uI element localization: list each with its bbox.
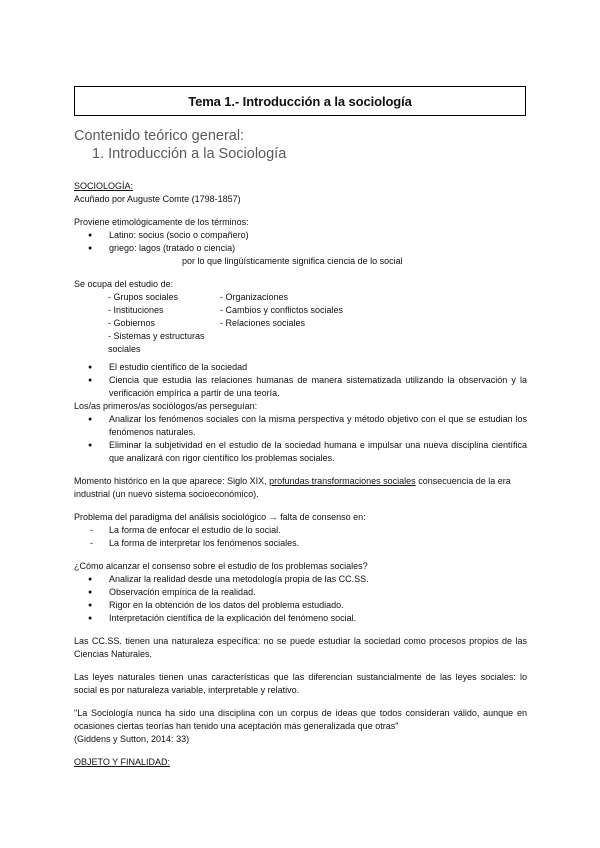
etimologia-intro: Proviene etimológicamente de los términos: <box>74 217 249 227</box>
leyes-paragraph: Las leyes naturales tienen unas características que las diferencian sustancialmente de las leyes sociales: lo social es por naturaleza variable, interpretable y relativo. <box>74 672 527 695</box>
sociologia-label: SOCIOLOGÍA: <box>74 181 134 191</box>
list-item: ● Eliminar la subjetividad en el estudio de la sociedad humana e impulsar una nueva disciplina científica que analizará con rigor científico los problemas sociales. <box>74 439 527 465</box>
estudio-item: - Organizaciones <box>220 292 289 302</box>
etimologia-list <box>74 229 527 255</box>
problema-list <box>74 524 527 550</box>
definicion-list <box>74 361 527 400</box>
list-item: ● El estudio científico de la sociedad <box>74 361 527 374</box>
list-item: ● Interpretación científica de la explicación del fenómeno social. <box>74 612 527 625</box>
estudio-item: - Sistemas y estructuras sociales <box>108 331 205 354</box>
momento-underlined: profundas transformaciones sociales <box>269 476 416 486</box>
estudio-item: - Grupos sociales <box>108 292 179 302</box>
problema-intro: Problema del paradigma del análisis sociológico → falta de consenso en: <box>74 512 366 522</box>
primeros-intro: Los/as primeros/as sociólogos/as perseguían: <box>74 401 258 411</box>
acunado-text: Acuñado por Auguste Comte (1798-1857) <box>74 194 241 204</box>
page-title: Tema 1.- Introducción a la sociología <box>74 86 526 116</box>
estudio-item: - Instituciones <box>108 305 164 315</box>
list-item: ● Analizar los fenómenos sociales con la misma perspectiva y método objetivo con el que se estudian los fenómenos naturales. <box>74 413 527 439</box>
estudio-item: - Relaciones sociales <box>220 318 306 328</box>
estudio-item: - Gobiernos <box>108 318 156 328</box>
list-item: - La forma de enfocar el estudio de lo social. <box>74 524 527 537</box>
list-item: - La forma de interpretar los fenómenos sociales. <box>74 537 527 550</box>
estudio-intro: Se ocupa del estudio de: <box>74 279 174 289</box>
document-body <box>74 180 527 769</box>
list-item: ● Observación empírica de la realidad. <box>74 586 527 599</box>
primeros-list <box>74 413 527 465</box>
consenso-intro: ¿Cómo alcanzar el consenso sobre el estudio de los problemas sociales? <box>74 561 368 571</box>
etimologia-note: por lo que lingüísticamente significa ciencia de lo social <box>182 256 403 266</box>
consenso-list <box>74 573 527 625</box>
list-item: ● Latino: socius (socio o compañero) <box>74 229 527 242</box>
list-item: ● griego: lagos (tratado o ciencia) <box>74 242 527 255</box>
cita-source: (Giddens y Sutton, 2014: 33) <box>74 734 190 744</box>
cita-quote: "La Sociología nunca ha sido una disciplina con un corpus de ideas que todos consideran válido, aunque en ocasiones ciertas teorías han tenido una aceptación más generalizada que otras" <box>74 708 527 731</box>
estudio-item: - Cambios y conflictos sociales <box>220 305 344 315</box>
list-item: ● Ciencia que estudia las relaciones humanas de manera sistematizada utilizando la observación y la verificación empírica a partir de una teoría. <box>74 374 527 400</box>
objeto-label: OBJETO Y FINALIDAD: <box>74 757 171 767</box>
estudio-columns <box>74 291 527 356</box>
list-item: ● Rigor en la obtención de los datos del problema estudiado. <box>74 599 527 612</box>
list-item: ● Analizar la realidad desde una metodología propia de las CC.SS. <box>74 573 527 586</box>
section-heading: Contenido teórico general: <box>74 128 245 144</box>
naturaleza-paragraph: Las CC.SS. tienen una naturaleza específica: no se puede estudiar la sociedad como procesos propios de las Ciencias Naturales. <box>74 636 527 659</box>
momento-historico: Momento histórico en la que aparece: Siglo XIX, profundas transformaciones sociales consecuencia de la era industrial (un nuevo sistema socioeconómico). <box>74 476 511 499</box>
section-subheading: 1. Introducción a la Sociología <box>92 146 287 162</box>
